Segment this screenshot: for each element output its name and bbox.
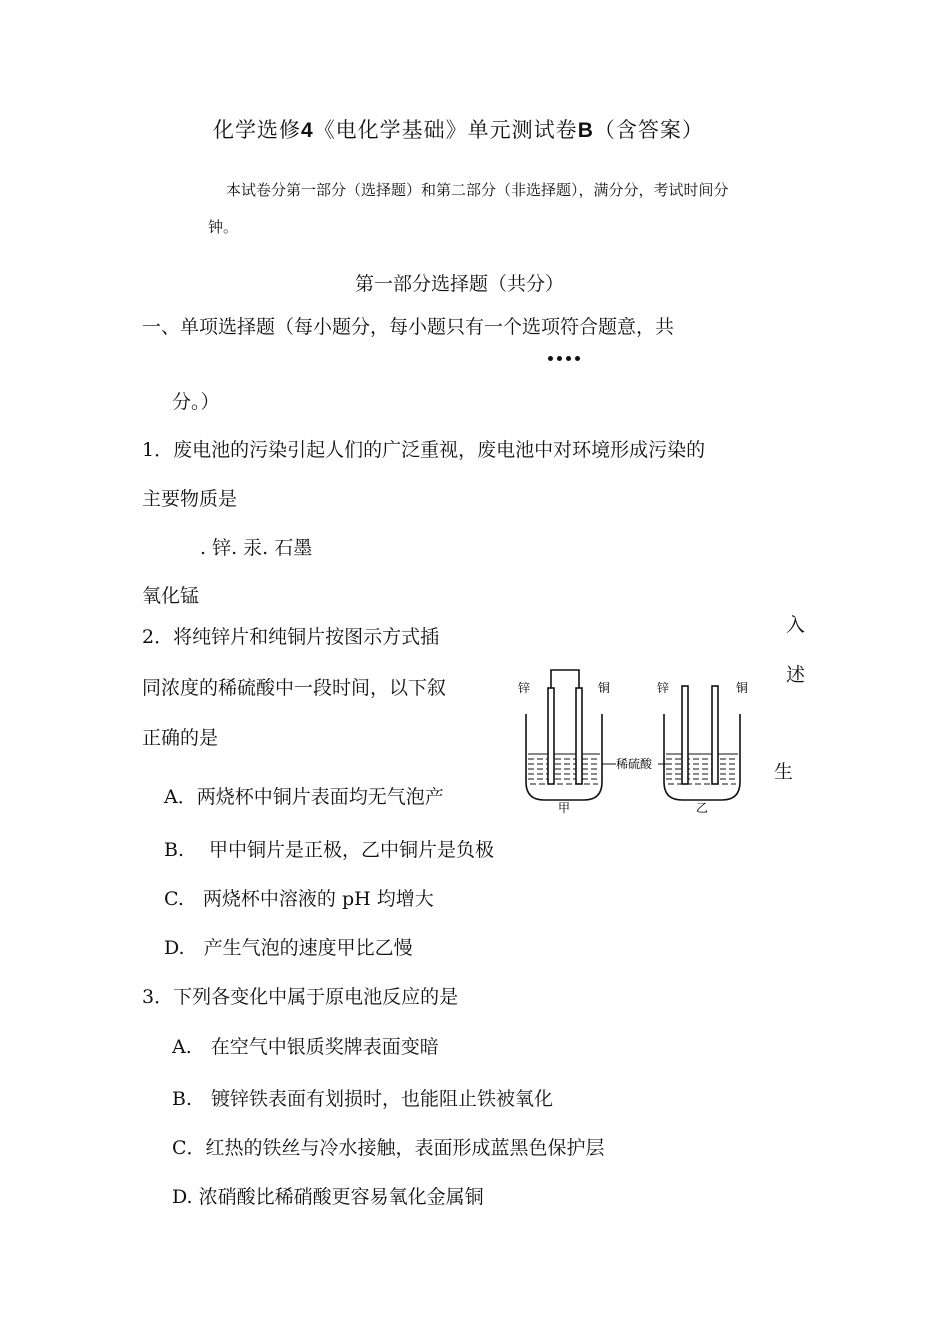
section-heading: 第一部分选择题（共分）	[355, 273, 565, 295]
title-letter: B	[577, 119, 594, 142]
q2-stem-line-3: 正确的是	[142, 727, 219, 749]
label-zinc-a: 锌	[518, 681, 531, 695]
q1-stem-line-1: 1．废电池的污染引起人们的广泛重视，废电池中对环境形成污染的	[142, 439, 706, 461]
q2-option-a: A．两烧杯中铜片表面均无气泡产	[164, 786, 444, 808]
q3-option-a: A. 在空气中银质奖牌表面变暗	[172, 1036, 439, 1058]
label-copper-b: 铜	[736, 681, 749, 695]
label-yi: 乙	[696, 801, 709, 815]
q3-option-b: B. 镀锌铁表面有划损时，也能阻止铁被氧化	[172, 1088, 554, 1110]
instruction-line-1: 一、单项选择题（每小题分，每小题只有一个选项符合题意，共	[142, 316, 675, 338]
q2-right-fragment-2: 述	[786, 664, 806, 686]
q3-option-d: D. 浓硝酸比稀硝酸更容易氧化金属铜	[172, 1186, 484, 1208]
title-part2: 《电化学基础》单元测试卷	[313, 118, 578, 142]
title-number: 4	[301, 119, 314, 142]
q1-option-last: 氧化锰	[142, 585, 200, 607]
label-jia: 甲	[558, 801, 571, 815]
label-copper-a: 铜	[598, 681, 611, 695]
q1-options-inline: . 锌. 汞. 石墨	[200, 537, 313, 559]
document-title	[213, 120, 704, 141]
beaker-jia	[526, 670, 602, 800]
q2-stem-line-2: 同浓度的稀硫酸中一段时间，以下叙	[142, 677, 447, 699]
q2-right-fragment-3: 生	[774, 761, 794, 783]
q2-option-b: B. 甲中铜片是正极，乙中铜片是负极	[164, 839, 495, 861]
label-zinc-b: 锌	[657, 681, 670, 695]
title-part3: （含答案）	[593, 118, 704, 142]
q3-stem: 3．下列各变化中属于原电池反应的是	[142, 986, 459, 1008]
q2-option-c: C. 两烧杯中溶液的 pH 均增大	[164, 888, 434, 910]
intro-line-1: 本试卷分第一部分（选择题）和第二部分（非选择题），满分分，考试时间分	[226, 181, 729, 199]
q3-option-c: C．红热的铁丝与冷水接触，表面形成蓝黑色保护层	[172, 1137, 605, 1159]
instruction-line-2: 分。）	[172, 391, 220, 413]
q2-galvanic-cell-figure	[512, 664, 762, 816]
q2-option-d: D. 产生气泡的速度甲比乙慢	[164, 937, 413, 959]
label-dilute-acid: 稀硫酸	[616, 757, 653, 771]
q2-right-fragment-1: 入	[786, 614, 806, 636]
q1-stem-line-2: 主要物质是	[142, 488, 238, 510]
q2-stem-line-1: 2．将纯锌片和纯铜片按图示方式插	[142, 626, 440, 648]
intro-line-2: 钟。	[208, 218, 239, 236]
title-part1: 化学选修	[213, 118, 301, 142]
beaker-yi	[664, 686, 740, 800]
emphasis-dots	[548, 346, 588, 354]
